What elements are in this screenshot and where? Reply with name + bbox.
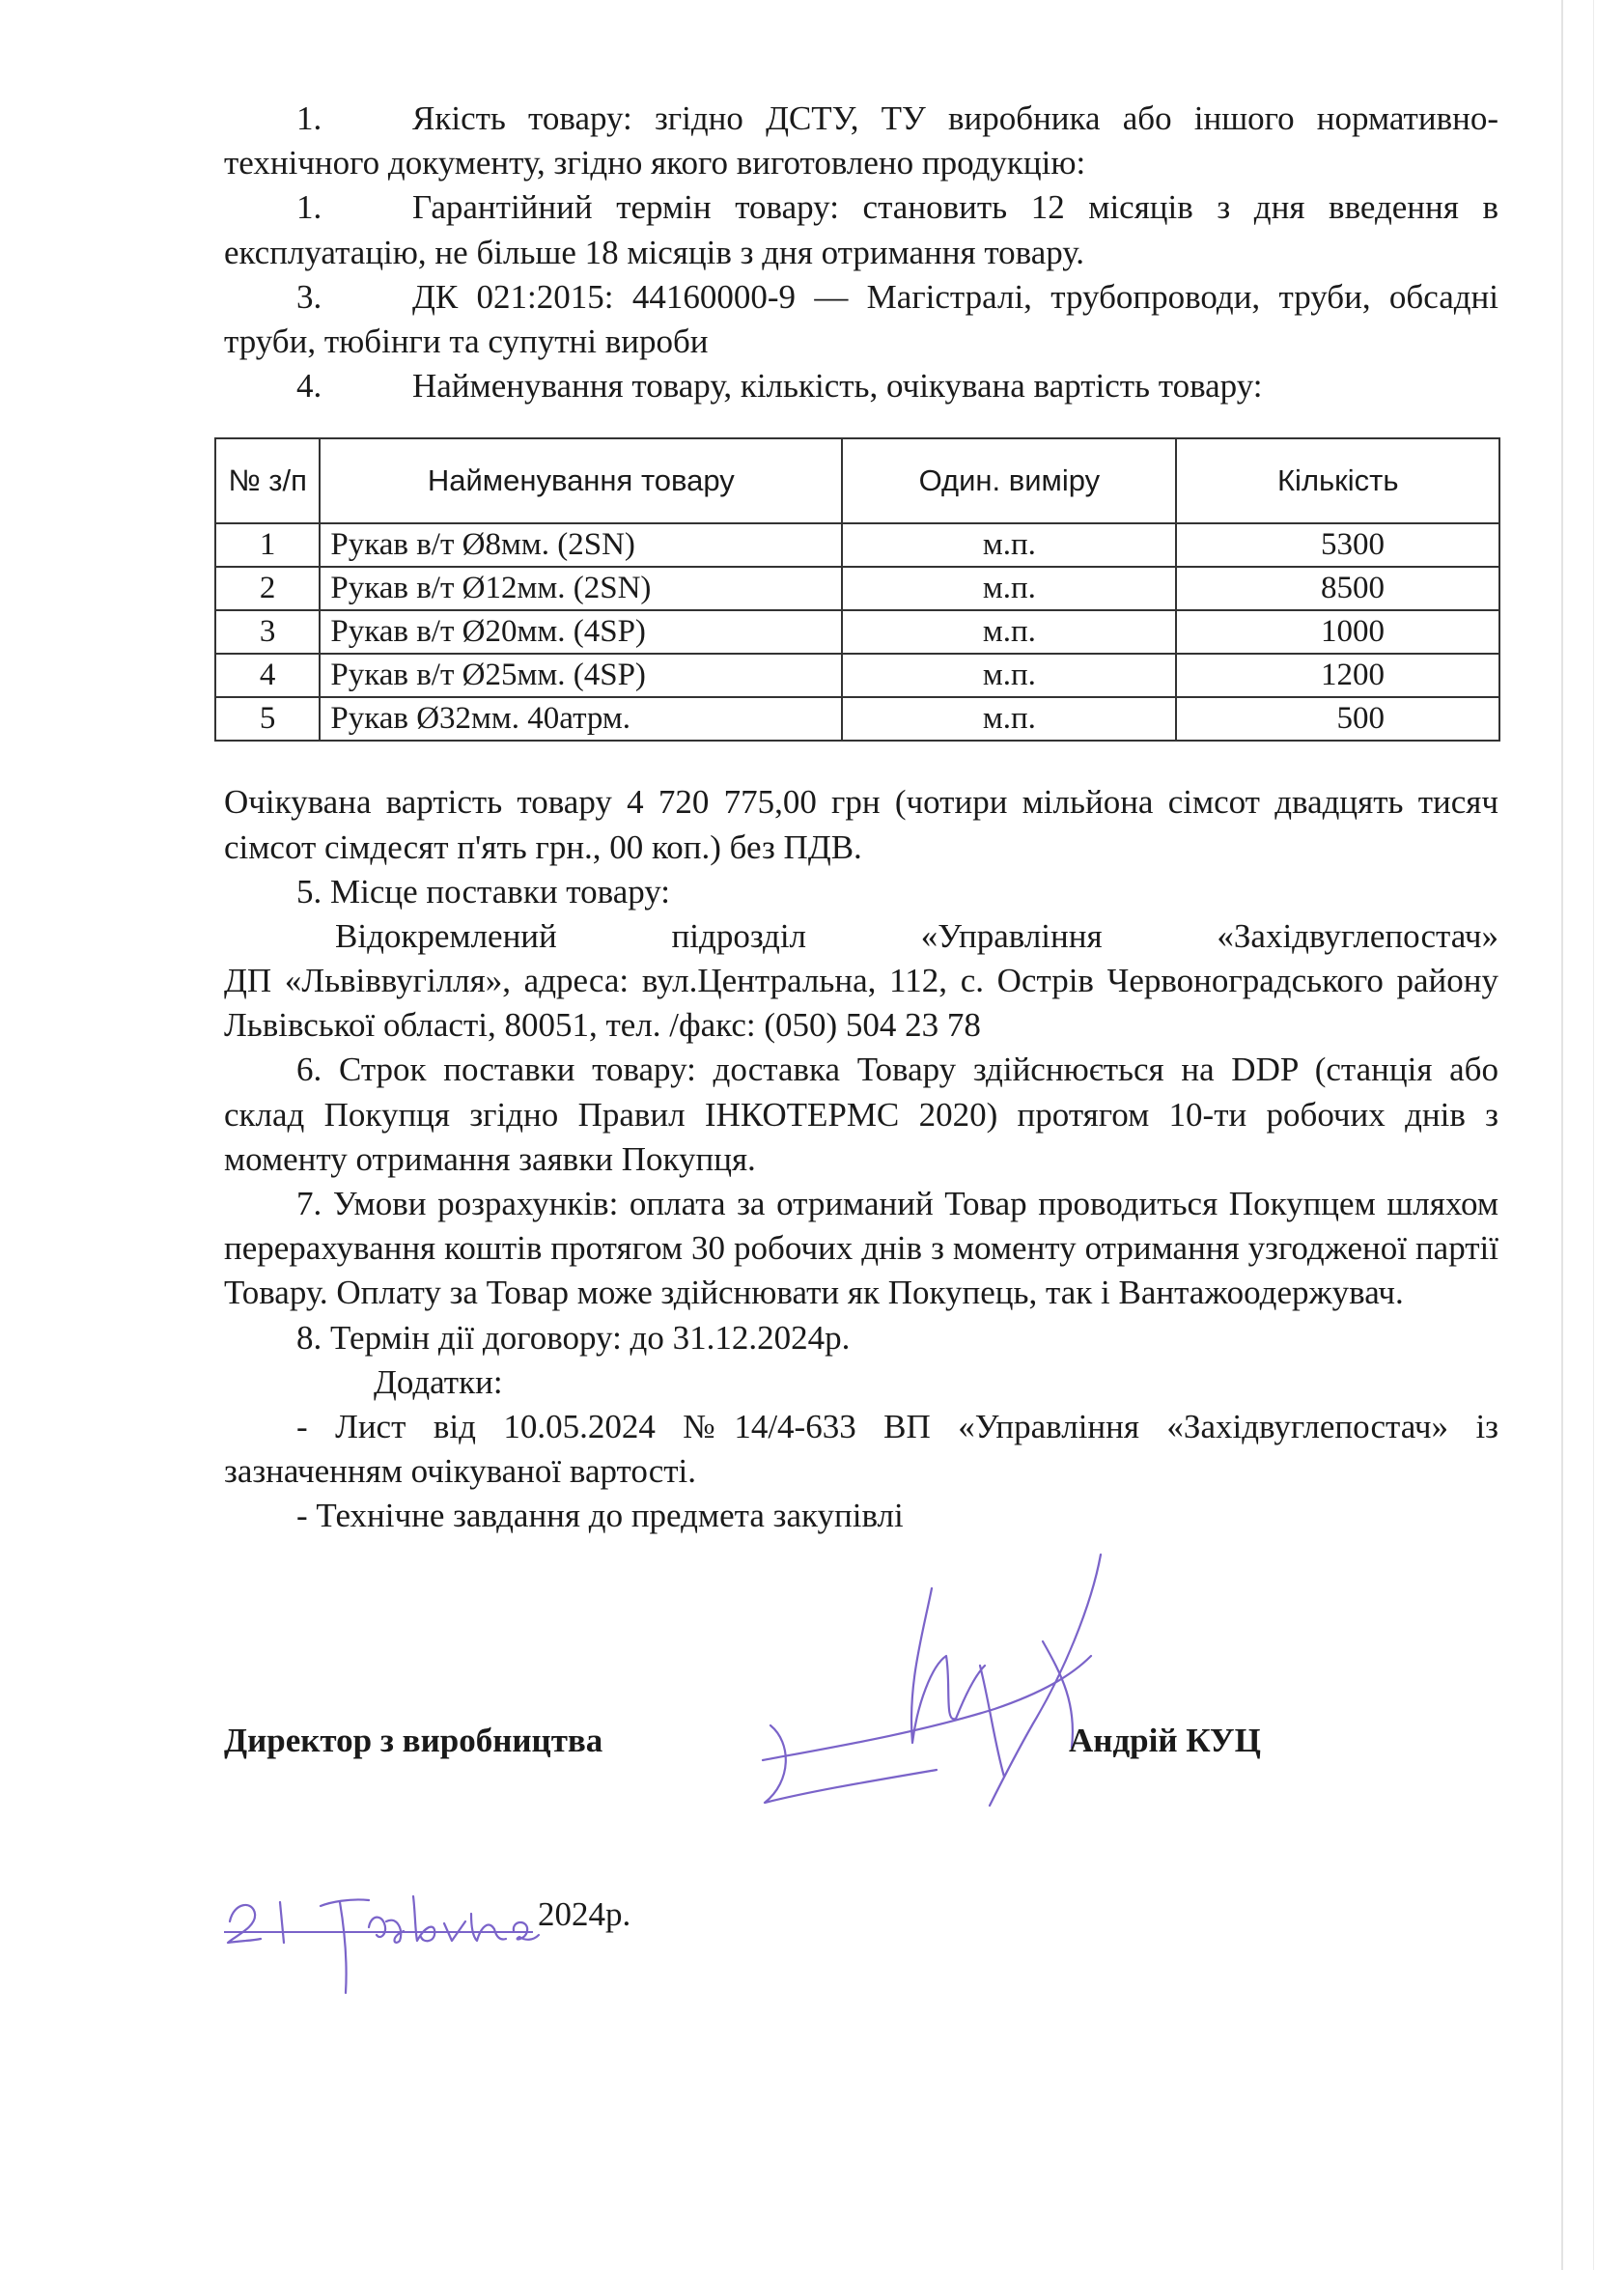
- row-quantity: 1200: [1176, 654, 1499, 697]
- row-quantity: 8500: [1176, 567, 1499, 610]
- table-row: [215, 654, 1499, 697]
- header-unit: Один. виміру: [842, 438, 1176, 523]
- signature-block: [224, 1719, 1498, 1777]
- attachment-item: - Технічне завдання до предмета закупівлі: [296, 1497, 904, 1535]
- row-number: 1: [215, 523, 320, 567]
- row-unit: м.п.: [842, 654, 1176, 697]
- delivery-place-line: Відокремлений підрозділ «Управління «Західвуглепостач»: [335, 916, 1498, 955]
- table-row: [215, 610, 1499, 654]
- date-underline: [224, 1931, 533, 1933]
- row-name: Рукав в/т Ø8мм. (2SN): [320, 523, 842, 567]
- delivery-term: 6. Строк поставки товару: доставка Товару здійснюється на DDP (станція або склад Покупця згідно Правил ІНКОТЕРМС 2020) протягом 10-ти робочих днів з моменту отримання заявки Покупця.: [224, 1051, 1498, 1178]
- date-year: 2024р.: [538, 1895, 631, 1933]
- row-quantity: 1000: [1176, 610, 1499, 654]
- row-name: Рукав Ø32мм. 40атрм.: [320, 697, 842, 741]
- header-quantity: Кількість: [1176, 438, 1499, 523]
- header-name: Найменування товару: [320, 438, 842, 523]
- item-text: Найменування товару, кількість, очікувана вартість товару:: [412, 367, 1263, 406]
- scan-edge-line: [1561, 0, 1563, 2270]
- goods-table: [214, 437, 1500, 742]
- date-block: [224, 1883, 803, 1999]
- row-quantity: 5300: [1176, 523, 1499, 567]
- delivery-place-title: 5. Місце поставки товару:: [296, 872, 671, 911]
- attachments-title: Додатки:: [374, 1362, 503, 1401]
- item-number: 1.: [296, 99, 322, 137]
- expected-cost: Очікувана вартість товару 4 720 775,00 грн (чотири мільйона сімсот двадцять тисяч сімсот сімдесят п'ять грн., 00 коп.) без ПДВ.: [224, 783, 1498, 866]
- document-body: [224, 97, 1498, 1539]
- item-text: Якість товару: згідно ДСТУ, ТУ виробника або іншого нормативно-технічного документу, згідно якого виготовлено продукцію:: [224, 99, 1498, 182]
- table-header-row: [215, 438, 1499, 523]
- row-unit: м.п.: [842, 697, 1176, 741]
- item-text: ДК 021:2015: 44160000-9 — Магістралі, трубопроводи, труби, обсадні труби, тюбінги та супутні вироби: [224, 277, 1498, 360]
- row-unit: м.п.: [842, 610, 1176, 654]
- delivery-place-address: ДП «Львіввугілля», адреса: вул.Центральна, 112, с. Острів Червоноградського району Львівської області, 80051, тел. /факс: (050) 504 23 78: [224, 962, 1498, 1045]
- item-text: Гарантійний термін товару: становить 12 місяців з дня введення в експлуатацію, не більше 18 місяців з дня отримання товару.: [224, 188, 1498, 271]
- row-number: 2: [215, 567, 320, 610]
- item-number: 4.: [296, 367, 322, 406]
- row-unit: м.п.: [842, 523, 1176, 567]
- row-unit: м.п.: [842, 567, 1176, 610]
- item-quality: [224, 97, 1498, 185]
- item-number: 1.: [296, 188, 322, 227]
- scan-edge-line: [1593, 0, 1594, 2270]
- table-row: [215, 567, 1499, 610]
- row-number: 4: [215, 654, 320, 697]
- item-classifier: [224, 275, 1498, 364]
- signer-title: Директор з виробництва: [224, 1722, 603, 1759]
- table-row: [215, 523, 1499, 567]
- row-name: Рукав в/т Ø12мм. (2SN): [320, 567, 842, 610]
- row-number: 5: [215, 697, 320, 741]
- row-name: Рукав в/т Ø20мм. (4SP): [320, 610, 842, 654]
- contract-term: 8. Термін дії договору: до 31.12.2024р.: [296, 1318, 851, 1357]
- payment-terms: 7. Умови розрахунків: оплата за отриманий Товар проводиться Покупцем шляхом перерахування коштів протягом 30 робочих днів з моменту отримання узгодженої партії Товару. Оплату за Товар може здійснювати як Покупець, так і Вантажоодержувач.: [224, 1185, 1498, 1312]
- table-row: [215, 697, 1499, 741]
- item-number: 3.: [296, 277, 322, 316]
- row-quantity: 500: [1176, 697, 1499, 741]
- row-name: Рукав в/т Ø25мм. (4SP): [320, 654, 842, 697]
- attachment-item: - Лист від 10.05.2024 №14/4-633 ВП «Управління «Західвуглепостач» із зазначенням очікуваної вартості.: [224, 1407, 1498, 1491]
- signer-name: Андрій КУЦ: [1069, 1722, 1261, 1759]
- item-warranty: [224, 185, 1498, 274]
- row-number: 3: [215, 610, 320, 654]
- item-goods-title: [224, 364, 1498, 408]
- header-number: № з/п: [215, 438, 320, 523]
